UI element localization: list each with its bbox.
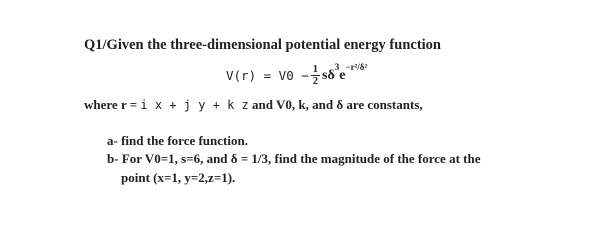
part-a-text: find the force function. xyxy=(121,133,248,148)
formula-rhs-base: sδ xyxy=(322,67,335,83)
formula-rhs: sδ $^3$ e $^{-r^2/\delta^2}$ xyxy=(322,61,368,83)
where-suffix: and V0, k, and δ are constants, xyxy=(248,97,423,112)
part-a-label: a- xyxy=(107,133,118,148)
formula-rhs-e: e xyxy=(339,67,346,83)
question-title: Q1/Given the three-dimensional potential energy function xyxy=(84,37,441,53)
formula-fraction xyxy=(311,64,320,87)
part-b xyxy=(107,151,480,167)
where-prefix: where r = xyxy=(84,97,141,112)
part-a xyxy=(107,133,248,149)
where-vector: i x + j y + k z xyxy=(140,98,249,112)
fraction-denominator: 2 xyxy=(312,76,319,87)
formula-lhs: V(r) = V0 − xyxy=(226,68,309,83)
part-b-continuation: point (x=1, y=2,z=1). xyxy=(121,170,236,185)
potential-formula xyxy=(226,61,368,87)
part-b-text: For V0=1, s=6, and δ = 1/3, find the magnitude of the force at the xyxy=(121,151,481,166)
part-b-label: b- xyxy=(107,151,119,166)
fraction-numerator: 1 xyxy=(312,64,319,75)
where-statement xyxy=(84,97,423,113)
